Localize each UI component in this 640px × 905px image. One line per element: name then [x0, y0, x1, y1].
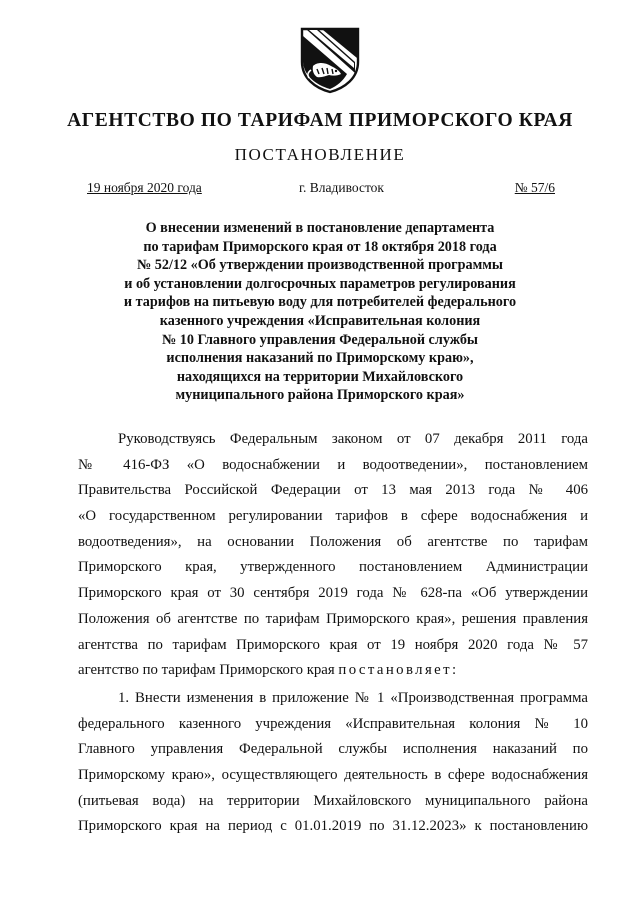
paragraph-line: водоотведения», на основании Положения об агентстве по тарифам: [78, 533, 588, 550]
clause-1-paragraph: [78, 686, 588, 840]
paragraph-line: «О государственном регулировании тарифов в сфере водоснабжения и: [78, 508, 588, 525]
document-type: ПОСТАНОВЛЕНИЕ: [234, 145, 406, 164]
title-line: и об установлении долгосрочных параметров регулирования: [124, 275, 516, 292]
title-line: О внесении изменений в постановление департамента: [145, 220, 495, 236]
paragraph-line: Приморского края от 30 сентября 2019 года № 628-па «Об утверждении: [78, 585, 588, 602]
paragraph-line: Положения об агентстве по тарифам Приморского края», решения правления: [78, 610, 588, 627]
title-line: муниципального района Приморского края»: [175, 387, 465, 404]
preamble-paragraph: [78, 427, 588, 684]
title-line: № 52/12 «Об утверждении производственной программы: [136, 257, 504, 274]
paragraph-line: [78, 658, 588, 684]
paragraph-line: Руководствуясь Федеральным законом от 07 декабря 2011 года: [118, 431, 588, 447]
document-title: [78, 219, 562, 405]
title-line: казенного учреждения «Исправительная колония: [159, 312, 481, 329]
document-number: № 57/6: [514, 180, 555, 195]
document-city: г. Владивосток: [299, 180, 384, 195]
title-line: № 10 Главного управления Федеральной службы: [162, 331, 478, 348]
paragraph-line: (питьевая вода) на территории Михайловского муниципального района: [78, 792, 588, 809]
paragraph-line: № 416-ФЗ «О водоснабжении и водоотведении», постановлением: [78, 456, 588, 473]
paragraph-line: федерального казенного учреждения «Исправительная колония № 10: [78, 715, 588, 732]
paragraph-line: Приморского края, утвержденного постановлением Администрации: [78, 559, 588, 576]
title-line: и тарифов на питьевую воду для потребителей федерального: [123, 294, 517, 311]
paragraph-line: Главного управления Федеральной службы исполнения наказаний по: [78, 741, 588, 758]
resolves-word: постановляет:: [338, 662, 459, 679]
resolution-agency: агентство по тарифам Приморского края: [78, 662, 335, 679]
paragraph-line: Правительства Российской Федерации от 13 мая 2013 года № 406: [78, 482, 588, 499]
title-line: находящихся на территории Михайловского: [176, 368, 464, 385]
paragraph-line: 1. Внести изменения в приложение № 1 «Производственная программа: [118, 690, 588, 706]
title-line: исполнения наказаний по Приморскому краю»,: [166, 350, 474, 367]
paragraph-line: агентства по тарифам Приморского края от 19 ноября 2020 года № 57: [78, 636, 588, 653]
document-meta: [87, 180, 555, 198]
coat-of-arms-icon: [299, 26, 361, 94]
agency-name: АГЕНТСТВО ПО ТАРИФАМ ПРИМОРСКОГО КРАЯ: [67, 110, 573, 131]
paragraph-line: Приморского края на период с 01.01.2019 по 31.12.2023» к постановлению: [78, 818, 588, 835]
document-date: 19 ноября 2020 года: [87, 180, 202, 195]
paragraph-line: Приморскому краю», осуществляющего деятельность в сфере водоснабжения: [78, 767, 588, 784]
title-line: по тарифам Приморского края от 18 октября 2018 года: [143, 238, 497, 255]
